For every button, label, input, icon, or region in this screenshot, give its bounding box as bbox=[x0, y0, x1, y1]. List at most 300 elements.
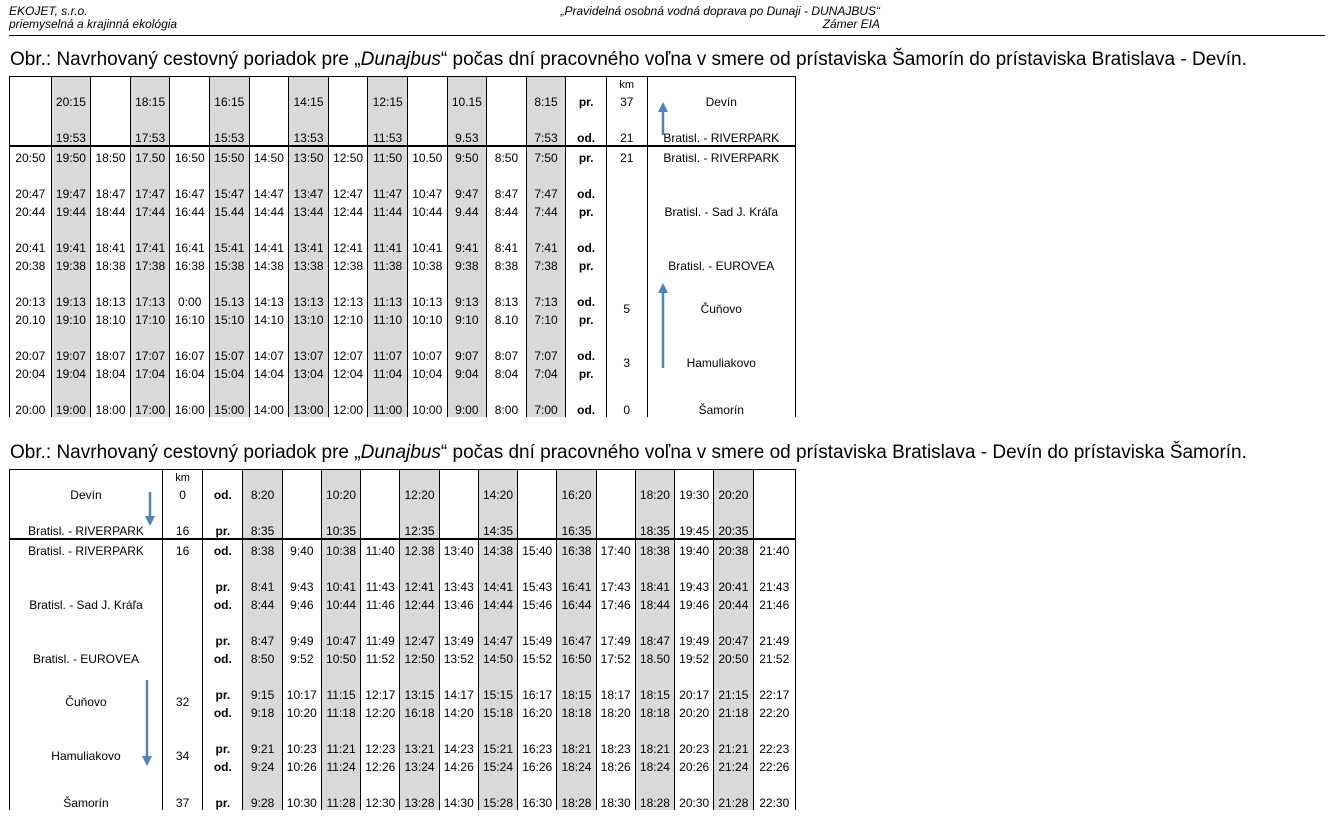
departure-time-cell: 13:47 bbox=[289, 183, 329, 201]
departure-time-cell: 18:15 bbox=[635, 684, 674, 702]
departure-time-cell: 13:53 bbox=[289, 127, 329, 146]
departure-time-cell: 18:38 bbox=[91, 255, 131, 273]
departure-time-cell: 18:17 bbox=[596, 684, 635, 702]
arrival-departure-code bbox=[203, 502, 243, 520]
departure-time-cell bbox=[596, 502, 635, 520]
departure-time-cell bbox=[368, 327, 408, 345]
departure-time-cell bbox=[478, 502, 517, 520]
departure-time-cell bbox=[282, 720, 321, 738]
departure-time-cell: 9.44 bbox=[447, 201, 487, 219]
departure-time-cell: 19:38 bbox=[51, 255, 91, 273]
departure-time-cell: 10:41 bbox=[321, 576, 360, 594]
arrival-departure-code: od. bbox=[566, 399, 607, 417]
departure-time-cell: 10:20 bbox=[282, 702, 321, 720]
departure-time-cell: 8:41 bbox=[243, 576, 282, 594]
departure-time-cell: 7:10 bbox=[526, 309, 566, 327]
departure-time-cell bbox=[518, 612, 557, 630]
departure-time-cell: 7:04 bbox=[526, 363, 566, 381]
departure-time-cell bbox=[518, 720, 557, 738]
table-row bbox=[10, 594, 796, 612]
departure-time-cell: 19:47 bbox=[51, 183, 91, 201]
header-cell bbox=[407, 77, 447, 92]
departure-time-cell bbox=[753, 666, 795, 684]
departure-time-cell: 17:00 bbox=[130, 399, 170, 417]
departure-time-cell: 19:04 bbox=[51, 363, 91, 381]
stop-name-cell: Hamuliakovo bbox=[647, 345, 795, 381]
departure-time-cell: 20:23 bbox=[675, 738, 714, 756]
departure-time-cell bbox=[487, 109, 527, 127]
departure-time-cell bbox=[130, 165, 170, 183]
caption-prefix: Obr.: Navrhovaný cestovný poriadok pre „ bbox=[10, 49, 361, 70]
departure-time-cell bbox=[249, 165, 289, 183]
departure-time-cell: 9:10 bbox=[447, 309, 487, 327]
departure-time-cell bbox=[282, 484, 321, 502]
departure-time-cell: 21:52 bbox=[753, 648, 795, 666]
table1-caption bbox=[10, 49, 1247, 71]
departure-time-cell: 14:44 bbox=[478, 594, 517, 612]
departure-time-cell: 17:44 bbox=[130, 201, 170, 219]
departure-time-cell: 22:26 bbox=[753, 756, 795, 774]
header-cell bbox=[289, 77, 329, 92]
km-cell: 21 bbox=[606, 127, 647, 146]
departure-time-cell: 18:07 bbox=[91, 345, 131, 363]
departure-time-cell bbox=[210, 219, 250, 237]
departure-time-cell: 16:00 bbox=[170, 399, 210, 417]
departure-time-cell: 9:43 bbox=[282, 576, 321, 594]
departure-time-cell: 12:38 bbox=[328, 255, 368, 273]
header-cell bbox=[518, 470, 557, 485]
departure-time-cell bbox=[487, 127, 527, 146]
table-row bbox=[10, 109, 796, 127]
arrival-departure-code: od. bbox=[203, 539, 243, 558]
departure-time-cell: 16:50 bbox=[557, 648, 596, 666]
departure-time-cell bbox=[321, 558, 360, 576]
departure-time-cell: 18:28 bbox=[557, 792, 596, 810]
arrival-departure-code: od. bbox=[203, 756, 243, 774]
departure-time-cell: 7:47 bbox=[526, 183, 566, 201]
departure-time-cell bbox=[478, 774, 517, 792]
arrival-departure-code: od. bbox=[566, 183, 607, 201]
departure-time-cell: 14:15 bbox=[289, 91, 329, 109]
departure-time-cell: 9:49 bbox=[282, 630, 321, 648]
departure-time-cell bbox=[130, 109, 170, 127]
departure-time-cell bbox=[400, 720, 439, 738]
header-cell bbox=[635, 470, 674, 485]
departure-time-cell: 13:24 bbox=[400, 756, 439, 774]
arrival-departure-code bbox=[203, 558, 243, 576]
departure-time-cell: 20:00 bbox=[10, 399, 52, 417]
departure-time-cell: 20:35 bbox=[714, 520, 753, 539]
departure-time-cell bbox=[361, 520, 400, 539]
departure-time-cell: 9:18 bbox=[243, 702, 282, 720]
departure-time-cell: 18:21 bbox=[635, 738, 674, 756]
departure-time-cell: 22:20 bbox=[753, 702, 795, 720]
stop-name-cell: Šamorín bbox=[647, 399, 795, 417]
departure-time-cell bbox=[10, 273, 52, 291]
project-title: „Pravidelná osobná vodná doprava po Dunaji - DUNAJBUS“ bbox=[560, 4, 880, 18]
departure-time-cell: 11:40 bbox=[361, 539, 400, 558]
table-row bbox=[10, 91, 796, 109]
header-cell bbox=[10, 470, 163, 485]
departure-time-cell: 8:04 bbox=[487, 363, 527, 381]
departure-time-cell bbox=[675, 502, 714, 520]
departure-time-cell: 8:38 bbox=[487, 255, 527, 273]
departure-time-cell: 18:26 bbox=[596, 756, 635, 774]
km-cell: 32 bbox=[162, 684, 202, 720]
departure-time-cell: 9:15 bbox=[243, 684, 282, 702]
departure-time-cell bbox=[289, 381, 329, 399]
departure-time-cell bbox=[243, 502, 282, 520]
departure-time-cell bbox=[170, 109, 210, 127]
departure-time-cell: 22:23 bbox=[753, 738, 795, 756]
departure-time-cell: 15:21 bbox=[478, 738, 517, 756]
departure-time-cell bbox=[518, 774, 557, 792]
departure-time-cell: 11:49 bbox=[361, 630, 400, 648]
departure-time-cell: 14:23 bbox=[439, 738, 478, 756]
departure-time-cell bbox=[675, 720, 714, 738]
departure-time-cell: 18:21 bbox=[557, 738, 596, 756]
stop-name-cell bbox=[10, 612, 163, 630]
departure-time-cell: 20:50 bbox=[10, 146, 52, 165]
departure-time-cell bbox=[447, 381, 487, 399]
departure-time-cell bbox=[407, 273, 447, 291]
departure-time-cell bbox=[526, 381, 566, 399]
departure-time-cell: 15:10 bbox=[210, 309, 250, 327]
header-cell bbox=[647, 77, 795, 92]
table-row bbox=[10, 201, 796, 219]
departure-time-cell bbox=[596, 666, 635, 684]
km-cell: 16 bbox=[162, 539, 202, 558]
departure-time-cell: 15:49 bbox=[518, 630, 557, 648]
header-cell bbox=[282, 470, 321, 485]
km-cell bbox=[162, 612, 202, 630]
km-cell bbox=[162, 630, 202, 648]
km-cell bbox=[162, 666, 202, 684]
departure-time-cell: 8:44 bbox=[487, 201, 527, 219]
departure-time-cell: 8:44 bbox=[243, 594, 282, 612]
departure-time-cell: 10:38 bbox=[321, 539, 360, 558]
table-row bbox=[10, 219, 796, 237]
departure-time-cell: 8.10 bbox=[487, 309, 527, 327]
departure-time-cell bbox=[557, 612, 596, 630]
departure-time-cell: 21:49 bbox=[753, 630, 795, 648]
departure-time-cell bbox=[249, 127, 289, 146]
departure-time-cell bbox=[526, 165, 566, 183]
stop-name-cell bbox=[647, 165, 795, 183]
km-header: km bbox=[162, 470, 202, 485]
table-row bbox=[10, 774, 796, 792]
timetable-samorin-to-devin bbox=[9, 76, 796, 417]
departure-time-cell: 16:35 bbox=[557, 520, 596, 539]
departure-time-cell bbox=[407, 109, 447, 127]
departure-time-cell: 12:10 bbox=[328, 309, 368, 327]
departure-time-cell: 11:18 bbox=[321, 702, 360, 720]
departure-time-cell: 14:30 bbox=[439, 792, 478, 810]
departure-time-cell: 12:07 bbox=[328, 345, 368, 363]
departure-time-cell bbox=[10, 327, 52, 345]
departure-time-cell: 19:45 bbox=[675, 520, 714, 539]
departure-time-cell bbox=[407, 127, 447, 146]
departure-time-cell bbox=[487, 165, 527, 183]
table-row bbox=[10, 255, 796, 273]
departure-time-cell bbox=[282, 666, 321, 684]
departure-time-cell: 13:00 bbox=[289, 399, 329, 417]
header-cell bbox=[170, 77, 210, 92]
departure-time-cell: 21:24 bbox=[714, 756, 753, 774]
departure-time-cell: 7:07 bbox=[526, 345, 566, 363]
departure-time-cell: 17:04 bbox=[130, 363, 170, 381]
stop-name-cell: Bratisl. - Sad J. Kráľa bbox=[647, 201, 795, 219]
departure-time-cell: 10:07 bbox=[407, 345, 447, 363]
table-row bbox=[10, 576, 796, 594]
departure-time-cell: 20:47 bbox=[714, 630, 753, 648]
departure-time-cell bbox=[368, 109, 408, 127]
departure-time-cell bbox=[368, 165, 408, 183]
departure-time-cell bbox=[596, 720, 635, 738]
km-cell: 0 bbox=[162, 484, 202, 502]
header-cell bbox=[368, 77, 408, 92]
departure-time-cell: 8:07 bbox=[487, 345, 527, 363]
departure-time-cell bbox=[557, 666, 596, 684]
header-cell bbox=[361, 470, 400, 485]
departure-time-cell: 19:07 bbox=[51, 345, 91, 363]
departure-time-cell: 16:20 bbox=[518, 702, 557, 720]
departure-time-cell: 7:44 bbox=[526, 201, 566, 219]
departure-time-cell bbox=[714, 666, 753, 684]
arrival-departure-code: od. bbox=[203, 594, 243, 612]
departure-time-cell: 20:17 bbox=[675, 684, 714, 702]
stop-name-cell: Devín bbox=[10, 484, 163, 502]
departure-time-cell: 21:43 bbox=[753, 576, 795, 594]
departure-time-cell bbox=[635, 558, 674, 576]
departure-time-cell bbox=[368, 219, 408, 237]
departure-time-cell: 16:30 bbox=[518, 792, 557, 810]
departure-time-cell: 13:07 bbox=[289, 345, 329, 363]
km-cell bbox=[606, 327, 647, 345]
departure-time-cell: 8:15 bbox=[526, 91, 566, 109]
departure-time-cell: 18:44 bbox=[91, 201, 131, 219]
departure-time-cell: 12:47 bbox=[328, 183, 368, 201]
departure-time-cell: 18:24 bbox=[557, 756, 596, 774]
departure-time-cell bbox=[447, 109, 487, 127]
departure-time-cell: 7:38 bbox=[526, 255, 566, 273]
header-rule bbox=[9, 35, 1325, 36]
departure-time-cell bbox=[10, 109, 52, 127]
stop-name-cell: Bratisl. - RIVERPARK bbox=[10, 520, 163, 539]
header-cell bbox=[91, 77, 131, 92]
departure-time-cell bbox=[170, 165, 210, 183]
departure-time-cell bbox=[714, 720, 753, 738]
departure-time-cell bbox=[478, 720, 517, 738]
departure-time-cell: 15.44 bbox=[210, 201, 250, 219]
departure-time-cell bbox=[243, 612, 282, 630]
departure-time-cell: 22:30 bbox=[753, 792, 795, 810]
departure-time-cell: 12.38 bbox=[400, 539, 439, 558]
departure-time-cell: 7:00 bbox=[526, 399, 566, 417]
header-cell bbox=[130, 77, 170, 92]
departure-time-cell: 9:04 bbox=[447, 363, 487, 381]
stop-name-cell: Hamuliakovo bbox=[10, 738, 163, 774]
km-cell bbox=[162, 502, 202, 520]
header-cell bbox=[566, 77, 607, 92]
departure-time-cell: 18:28 bbox=[635, 792, 674, 810]
arrival-departure-code: od. bbox=[566, 127, 607, 146]
km-cell bbox=[162, 648, 202, 666]
stop-name-cell: Bratisl. - Sad J. Kráľa bbox=[10, 594, 163, 612]
departure-time-cell: 16:10 bbox=[170, 309, 210, 327]
stop-name-cell: Bratisl. - EUROVEA bbox=[10, 648, 163, 666]
arrival-departure-code: pr. bbox=[566, 309, 607, 327]
arrival-departure-code bbox=[566, 165, 607, 183]
departure-time-cell: 15:40 bbox=[518, 539, 557, 558]
departure-time-cell bbox=[753, 720, 795, 738]
departure-time-cell: 10.50 bbox=[407, 146, 447, 165]
departure-time-cell bbox=[210, 381, 250, 399]
stop-name-cell: Bratisl. - RIVERPARK bbox=[10, 539, 163, 558]
departure-time-cell: 21:18 bbox=[714, 702, 753, 720]
departure-time-cell: 10:23 bbox=[282, 738, 321, 756]
departure-time-cell bbox=[487, 273, 527, 291]
km-cell: 16 bbox=[162, 520, 202, 539]
departure-time-cell: 10:30 bbox=[282, 792, 321, 810]
departure-time-cell: 14:35 bbox=[478, 520, 517, 539]
departure-time-cell: 19:44 bbox=[51, 201, 91, 219]
arrival-departure-code bbox=[203, 720, 243, 738]
arrival-departure-code bbox=[203, 666, 243, 684]
departure-time-cell: 13:40 bbox=[439, 539, 478, 558]
departure-time-cell: 11:13 bbox=[368, 291, 408, 309]
departure-time-cell: 18:38 bbox=[635, 539, 674, 558]
departure-time-cell bbox=[282, 502, 321, 520]
departure-time-cell: 11:44 bbox=[368, 201, 408, 219]
departure-time-cell bbox=[478, 666, 517, 684]
departure-time-cell bbox=[753, 558, 795, 576]
departure-time-cell: 15.13 bbox=[210, 291, 250, 309]
departure-time-cell bbox=[10, 127, 52, 146]
departure-time-cell bbox=[368, 381, 408, 399]
departure-time-cell bbox=[753, 520, 795, 539]
departure-time-cell: 19:43 bbox=[675, 576, 714, 594]
departure-time-cell bbox=[321, 666, 360, 684]
table-row bbox=[10, 684, 796, 702]
departure-time-cell bbox=[518, 484, 557, 502]
header-cell bbox=[328, 77, 368, 92]
header-cell bbox=[487, 77, 527, 92]
departure-time-cell: 16:17 bbox=[518, 684, 557, 702]
departure-time-cell: 12:41 bbox=[400, 576, 439, 594]
departure-time-cell bbox=[51, 273, 91, 291]
table2-caption bbox=[10, 442, 1247, 464]
departure-time-cell: 19:10 bbox=[51, 309, 91, 327]
departure-time-cell bbox=[439, 520, 478, 539]
departure-time-cell: 8:13 bbox=[487, 291, 527, 309]
stop-name-cell bbox=[647, 381, 795, 399]
departure-time-cell bbox=[170, 381, 210, 399]
departure-time-cell: 16:47 bbox=[557, 630, 596, 648]
departure-time-cell: 9:41 bbox=[447, 237, 487, 255]
departure-time-cell bbox=[170, 327, 210, 345]
departure-time-cell: 14:41 bbox=[478, 576, 517, 594]
departure-time-cell: 18:24 bbox=[635, 756, 674, 774]
stop-name-cell bbox=[10, 720, 163, 738]
departure-time-cell bbox=[91, 127, 131, 146]
departure-time-cell: 12:26 bbox=[361, 756, 400, 774]
document-type: Zámer EIA bbox=[822, 17, 880, 31]
departure-time-cell bbox=[321, 774, 360, 792]
departure-time-cell bbox=[91, 381, 131, 399]
arrival-departure-code: pr. bbox=[566, 201, 607, 219]
departure-time-cell bbox=[447, 273, 487, 291]
departure-time-cell: 19:40 bbox=[675, 539, 714, 558]
departure-time-cell bbox=[210, 165, 250, 183]
departure-time-cell: 12:41 bbox=[328, 237, 368, 255]
departure-time-cell: 18:47 bbox=[635, 630, 674, 648]
departure-time-cell bbox=[328, 219, 368, 237]
departure-time-cell: 11:21 bbox=[321, 738, 360, 756]
departure-time-cell bbox=[210, 109, 250, 127]
departure-time-cell: 7:41 bbox=[526, 237, 566, 255]
departure-time-cell bbox=[361, 502, 400, 520]
departure-time-cell bbox=[596, 612, 635, 630]
departure-time-cell bbox=[526, 109, 566, 127]
departure-time-cell bbox=[557, 558, 596, 576]
departure-time-cell: 10:17 bbox=[282, 684, 321, 702]
departure-time-cell: 16:38 bbox=[170, 255, 210, 273]
departure-time-cell: 20:30 bbox=[675, 792, 714, 810]
departure-time-cell bbox=[361, 666, 400, 684]
departure-time-cell bbox=[289, 219, 329, 237]
table-row bbox=[10, 183, 796, 201]
arrival-departure-code: pr. bbox=[203, 576, 243, 594]
arrival-departure-code: od. bbox=[203, 702, 243, 720]
departure-time-cell: 7:53 bbox=[526, 127, 566, 146]
departure-time-cell: 17:47 bbox=[130, 183, 170, 201]
departure-time-cell: 17:38 bbox=[130, 255, 170, 273]
departure-time-cell: 8:35 bbox=[243, 520, 282, 539]
departure-time-cell bbox=[243, 558, 282, 576]
departure-time-cell bbox=[518, 666, 557, 684]
departure-time-cell: 8:38 bbox=[243, 539, 282, 558]
departure-time-cell bbox=[249, 273, 289, 291]
stop-name-cell: Bratisl. - RIVERPARK bbox=[647, 146, 795, 165]
departure-time-cell: 11:47 bbox=[368, 183, 408, 201]
departure-time-cell: 9:28 bbox=[243, 792, 282, 810]
arrival-departure-code: od. bbox=[203, 484, 243, 502]
departure-time-cell: 11:07 bbox=[368, 345, 408, 363]
departure-time-cell bbox=[51, 327, 91, 345]
departure-time-cell bbox=[361, 558, 400, 576]
table-row bbox=[10, 273, 796, 291]
departure-time-cell: 18:41 bbox=[91, 237, 131, 255]
departure-time-cell: 18:23 bbox=[596, 738, 635, 756]
departure-time-cell bbox=[407, 165, 447, 183]
departure-time-cell: 10:47 bbox=[407, 183, 447, 201]
table-row bbox=[10, 291, 796, 309]
departure-time-cell bbox=[635, 612, 674, 630]
departure-time-cell bbox=[91, 327, 131, 345]
stop-name-cell: Devín bbox=[647, 91, 795, 109]
departure-time-cell bbox=[596, 558, 635, 576]
departure-time-cell: 12:47 bbox=[400, 630, 439, 648]
header-cell bbox=[439, 470, 478, 485]
departure-time-cell bbox=[487, 327, 527, 345]
table-row bbox=[10, 345, 796, 363]
departure-time-cell bbox=[170, 91, 210, 109]
km-cell bbox=[162, 576, 202, 594]
arrival-departure-code: od. bbox=[203, 648, 243, 666]
departure-time-cell: 13:50 bbox=[289, 146, 329, 165]
table-row bbox=[10, 237, 796, 255]
